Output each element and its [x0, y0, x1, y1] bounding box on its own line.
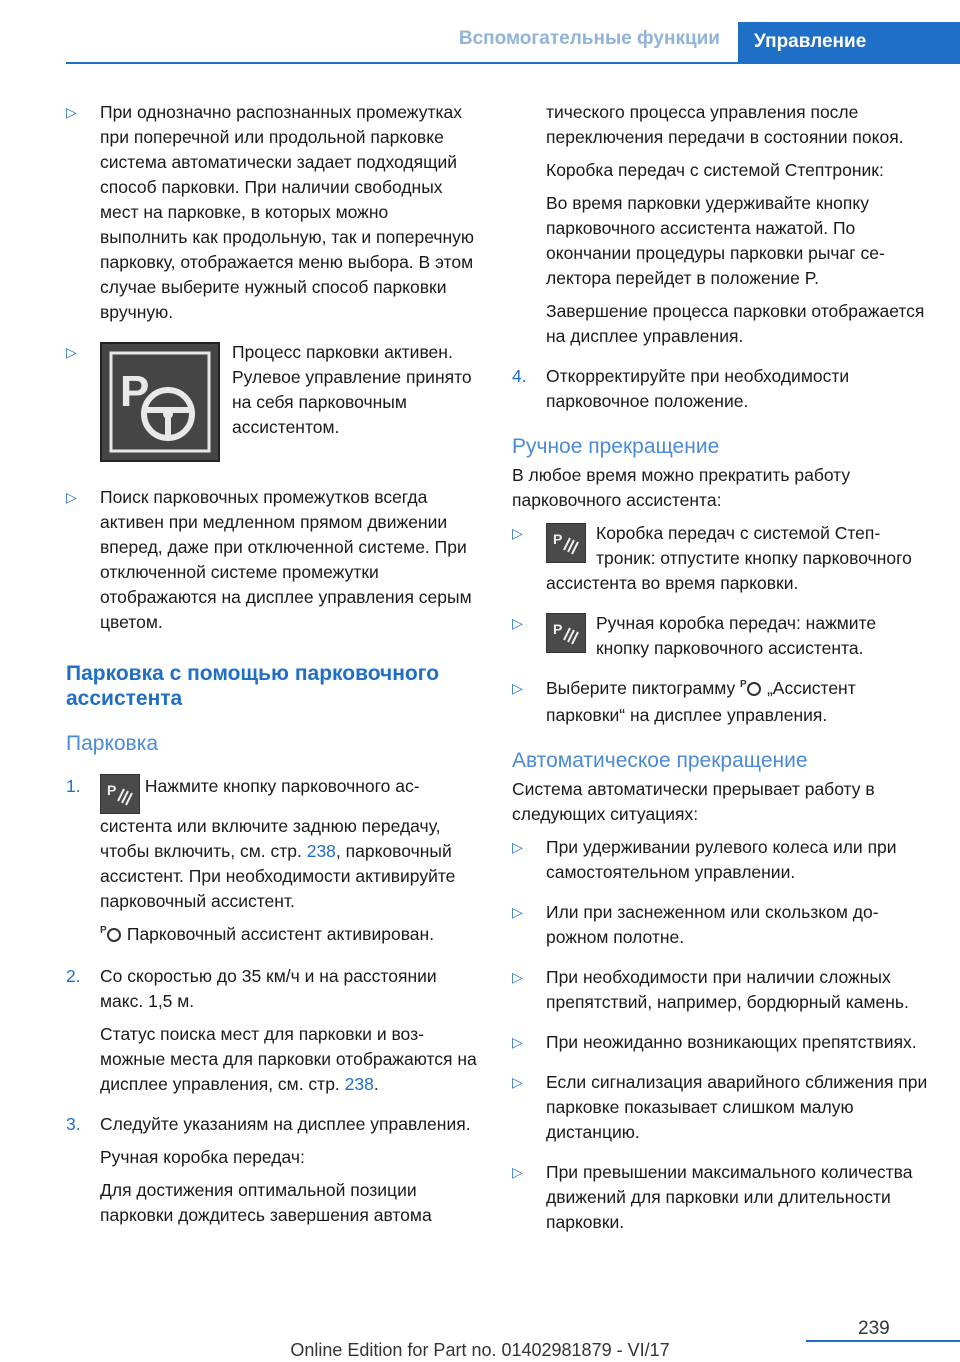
parking-steering-icon [100, 342, 220, 462]
svg-text:P: P [553, 531, 563, 547]
step-item [66, 774, 478, 949]
bullet-icon: ▷ [512, 969, 523, 985]
paragraph: При неожиданно возникающих препятствиях. [546, 1032, 917, 1052]
header-rule [66, 62, 960, 64]
paragraph: Поиск парковочных промежутков всегда активен при медленном прямом движении вперед, даже при отключенной системе. При отключенной системе промежутки отображаются на дисплее управления серым цветом. [100, 487, 472, 632]
svg-text:P: P [740, 679, 747, 690]
step-sub: Для достижения оптимальной позиции парковки дождитесь завершения автома [100, 1180, 432, 1225]
paragraph: Или при заснеженном или скользком дорожном полотне. [546, 902, 879, 947]
list-item [512, 1030, 932, 1055]
chapter-tab[interactable]: Управление [738, 22, 960, 62]
bullet-icon: ▷ [512, 680, 523, 696]
bullet-icon: ▷ [66, 489, 77, 505]
list-item [512, 900, 932, 950]
bullet-icon: ▷ [512, 615, 523, 631]
bullet-icon: ▷ [512, 1164, 523, 1180]
paragraph: При превышении максимального количества движений для парковки или длительности парковки. [546, 1162, 913, 1232]
paragraph: Коробка передач с системой Стептроник: отпустите кнопку парковочного ассистента во время парковки. [546, 523, 912, 593]
step-number: 1. [66, 776, 81, 796]
svg-text:P: P [553, 621, 563, 637]
list-item [512, 1160, 932, 1235]
parking-pictogram-icon [100, 922, 122, 949]
bullet-icon: ▷ [512, 1074, 523, 1090]
bullet-icon: ▷ [512, 904, 523, 920]
step-item [512, 364, 932, 414]
paragraph: Система автоматически прерывает работу в следующих ситуациях: [512, 779, 875, 824]
paragraph: При удерживании рулевого колеса или при самостоятельном управлении. [546, 837, 897, 882]
svg-text:P: P [100, 925, 107, 936]
bullet-icon: ▷ [66, 344, 77, 360]
subsection-heading: Парковка [66, 732, 159, 755]
paragraph: В любое время можно прекратить работу парковочного ассистента: [512, 465, 851, 510]
paragraph: , парковочный ассистент. При необходимости активируйте парковочный ассистент. [100, 841, 456, 911]
list-item [512, 611, 932, 661]
paragraph: Процесс парковки активен. Рулевое управление принято на себя парковочным ассистентом. [232, 342, 472, 437]
step-item [66, 1112, 478, 1228]
paragraph: тического процесса управления после переключения передачи в состоянии покоя. [546, 102, 904, 147]
step-sub: Во время парковки удерживайте кнопку парковочного ассистента нажатой. По окончании процедуры парковки рычаг селектора перейдет в положение P. [546, 193, 885, 288]
step-item [66, 964, 478, 1097]
step-sub [100, 922, 478, 949]
step-number: 3. [66, 1114, 81, 1134]
paragraph: Нажмите кнопку парковочного ассистента или включите заднюю передачу, чтобы включить, см. стр. [100, 776, 441, 861]
page-link[interactable]: 238 [344, 1074, 374, 1094]
section-heading: Парковка с помощью парковочного ассистента [66, 662, 440, 710]
right-column [512, 100, 932, 1250]
paragraph: „Ассистент парковки“ на дисплее управления. [546, 678, 856, 725]
list-item [66, 100, 478, 325]
left-column [66, 100, 478, 1243]
bullet-icon: ▷ [512, 1034, 523, 1050]
paragraph: При необходимости при наличии сложных препятствий, например, бордюрный камень. [546, 967, 909, 1012]
step-sub: Ручная коробка передач: [100, 1147, 305, 1167]
section-title: Вспомогательные функции [458, 28, 720, 49]
paragraph: Со скоростью до 35 км/ч и на расстоянии макс. 1,5 м. [100, 966, 437, 1011]
parking-pictogram-icon [740, 676, 762, 703]
list-item [66, 485, 478, 635]
paragraph: При однозначно распознанных промежутках при поперечной или продольной парковке система автоматически задает подходящий способ парковки. При наличии свободных мест на парковке, в которых можно выполнить как продольную, так и поперечную парковку, отображается меню выбора. В этом случае выберите нужный способ парковки вручную. [100, 102, 475, 322]
page-header [66, 22, 960, 62]
paragraph: Парковочный ассистент активирован. [122, 924, 435, 945]
page-number: 239 [858, 1318, 890, 1339]
list-item [66, 340, 478, 470]
step-sub: Коробка передач с системой Стептроник: [546, 160, 884, 180]
paragraph: Ручная коробка передач: нажмите кнопку парковочного ассистента. [596, 613, 877, 658]
step-number: 4. [512, 366, 527, 386]
subsection-heading: Ручное прекращение [512, 435, 720, 458]
paragraph: Выберите пиктограмму [546, 678, 741, 699]
list-item [512, 1070, 932, 1145]
step-number: 2. [66, 966, 81, 986]
step-sub [100, 1022, 478, 1097]
paragraph: Откорректируйте при необходимости парковочное положение. [546, 366, 850, 411]
list-item [512, 965, 932, 1015]
parking-assist-button-icon [546, 613, 586, 653]
paragraph: Следуйте указаниям на дисплее управления. [100, 1114, 471, 1134]
list-item [512, 521, 932, 596]
bullet-icon: ▷ [512, 525, 523, 541]
bullet-icon: ▷ [66, 104, 77, 120]
list-item [512, 835, 932, 885]
edition-note: Online Edition for Part no. 01402981879 - VI/17 [290, 1340, 670, 1360]
svg-text:P: P [120, 367, 150, 416]
step-continuation [512, 100, 932, 349]
svg-text:P: P [107, 782, 117, 798]
list-item [512, 676, 932, 728]
page-link[interactable]: 238 [306, 841, 336, 861]
paragraph: . [373, 1074, 379, 1094]
bullet-icon: ▷ [512, 839, 523, 855]
parking-assist-button-icon [546, 523, 586, 563]
subsection-heading: Автоматическое прекращение [512, 749, 808, 772]
parking-assist-button-icon [100, 774, 140, 814]
paragraph: Если сигнализация аварийного сближения при парковке показывает слишком малую дистанцию. [546, 1072, 928, 1142]
paragraph: Статус поиска мест для парковки и возможные места для парковки отображаются на дисплее управления, см. стр. [100, 1024, 477, 1094]
step-sub: Завершение процесса парковки отображается на дисплее управления. [546, 301, 925, 346]
